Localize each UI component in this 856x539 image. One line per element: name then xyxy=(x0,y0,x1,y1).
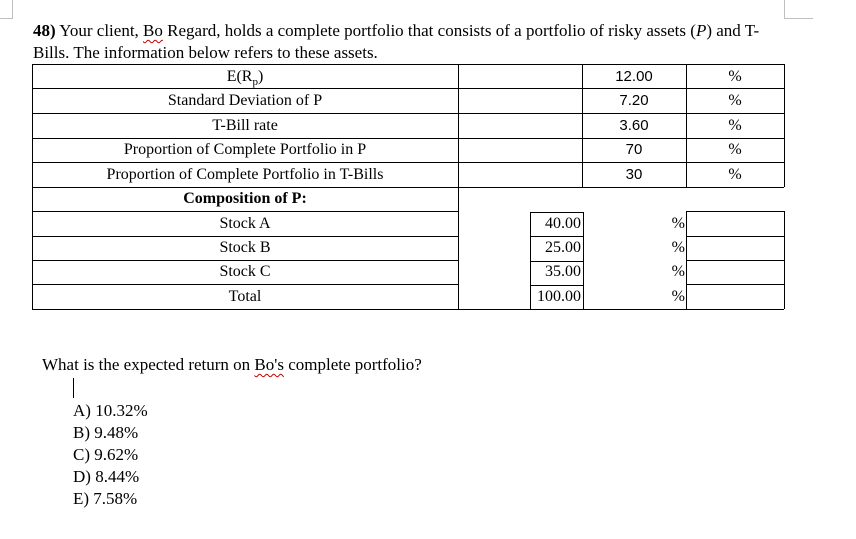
row-std-dev-label: Standard Deviation of P xyxy=(167,92,323,109)
client-name: Bo xyxy=(143,21,163,40)
row-proportion-p-unit: % xyxy=(728,141,742,158)
option-d[interactable]: D) 8.44% xyxy=(73,467,140,486)
prompt-name: Bo's xyxy=(254,355,284,374)
stock-a-label: Stock A xyxy=(219,215,271,232)
p-symbol: P xyxy=(695,21,707,40)
page-corner-left xyxy=(0,0,13,19)
total-label: Total xyxy=(228,288,262,305)
question-number: 48) xyxy=(33,21,56,40)
option-a[interactable]: A) 10.32% xyxy=(73,401,148,420)
row-proportion-p-value: 70 xyxy=(625,141,643,158)
row-expected-return-unit: % xyxy=(728,68,742,85)
text-cursor xyxy=(73,378,74,398)
row-proportion-tbills-value: 30 xyxy=(625,166,643,183)
row-tbill-rate-value: 3.60 xyxy=(619,117,649,134)
row-tbill-rate-label: T-Bill rate xyxy=(212,117,278,134)
question-prompt xyxy=(42,354,422,376)
prompt-part1: What is the expected return on xyxy=(42,355,255,374)
row-std-dev-unit: % xyxy=(728,92,742,109)
composition-header: Composition of P: xyxy=(183,190,307,207)
row-expected-return-label: $E(R_p)$ xyxy=(226,68,264,89)
question-text-part3: ) and T-Bills. The information below refers to these assets. xyxy=(33,21,760,62)
stock-a-unit: % xyxy=(671,215,685,232)
option-e[interactable]: E) 7.58% xyxy=(73,489,138,508)
row-proportion-tbills-unit: % xyxy=(728,166,742,183)
stock-a-value: 40.00 xyxy=(545,215,581,232)
question-text-part1: Your client, xyxy=(55,21,144,40)
stock-c-value: 35.00 xyxy=(545,263,581,280)
row-proportion-tbills-label: Proportion of Complete Portfolio in T-Bills xyxy=(106,166,384,183)
total-value: 100.00 xyxy=(537,288,581,305)
row-std-dev-value: 7.20 xyxy=(619,92,649,109)
question-text-part2: Regard, holds a complete portfolio that consists of a portfolio of risky assets ( xyxy=(162,21,696,40)
page-corner-right xyxy=(784,0,813,19)
stock-b-unit: % xyxy=(671,239,685,256)
row-proportion-p-label: Proportion of Complete Portfolio in P xyxy=(123,141,367,158)
stock-c-label: Stock C xyxy=(219,263,271,280)
stock-b-value: 25.00 xyxy=(545,239,581,256)
row-expected-return-value: 12.00 xyxy=(615,68,653,85)
row-tbill-rate-unit: % xyxy=(728,117,742,134)
option-b[interactable]: B) 9.48% xyxy=(73,423,139,442)
answer-options xyxy=(73,400,148,510)
stock-b-label: Stock B xyxy=(219,239,271,256)
total-unit: % xyxy=(671,288,685,305)
stock-c-unit: % xyxy=(671,263,685,280)
prompt-part2: complete portfolio? xyxy=(283,355,422,374)
option-c[interactable]: C) 9.62% xyxy=(73,445,139,464)
question-text xyxy=(33,20,793,64)
